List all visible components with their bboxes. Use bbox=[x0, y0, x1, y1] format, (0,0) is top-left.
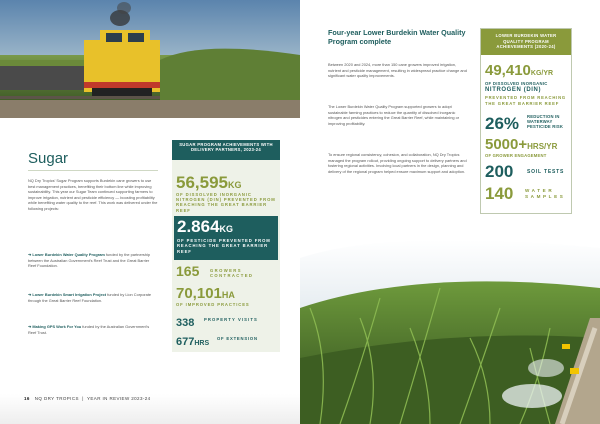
irrigation-photo bbox=[300, 218, 600, 424]
right-page bbox=[300, 0, 600, 424]
box-header: LOWER BURDEKIN WATER QUALITY PROGRAM ACHIEVEMENTS (2020-24) bbox=[481, 29, 571, 55]
stat-label: PROPERTY VISITS bbox=[204, 317, 258, 322]
irrigated-cane-field-illustration bbox=[300, 218, 600, 424]
stat-value: 165 bbox=[176, 263, 200, 279]
stat-value: 5000+HRS/YR bbox=[485, 136, 558, 153]
stat-label: PREVENTED FROM REACHING bbox=[485, 95, 566, 100]
sugar-intro: NQ Dry Tropics' Sugar Program supports Burdekin cane growers to use best management practices, benefiting their bottom line while improving sustainability. This year our Sugar Team continued supporting farmers to improve irrigation, nutrient and pesticide efficiency — boosting profitability while benefiting water quality to the reef. This work was delivered under the following projects: bbox=[28, 178, 158, 211]
article-paragraph: To ensure regional consistency, cohesion, and collaboration, NQ Dry Tropics managed the program rollout, providing ongoing support to delivery partners and fostering regional activities. Involving local partners in the design, planning and delivery of the regional program helped ensure maximum support and adoption. bbox=[328, 152, 467, 174]
stat-label: OF EXTENSION bbox=[217, 336, 258, 341]
stat-value: 26% bbox=[485, 114, 520, 133]
stat-value: 338 bbox=[176, 317, 195, 329]
card-header: SUGAR PROGRAM ACHIEVEMENTS WITH DELIVERY PARTNERS, 2023-24 bbox=[172, 140, 280, 160]
project-desc: funded by the partnership between the Australian Government's Reef Trust and the Great Barrier Reef Foundation. bbox=[28, 252, 151, 269]
project-name: Lower Burdekin Water Quality Program bbox=[32, 252, 105, 257]
stat-value: 2.864KG bbox=[177, 217, 234, 236]
article-paragraph: Between 2020 and 2024, more than 150 cane growers improved irrigation, nutrient and pesticide management, resulting in widespread practice change and significant water quality improvements. bbox=[328, 62, 467, 79]
stat-label: OF DISSOLVED INORGANIC bbox=[485, 81, 548, 86]
arrow-icon: ➔ bbox=[28, 292, 32, 297]
page-number: 16 bbox=[24, 396, 30, 401]
footer-report: YEAR IN REVIEW 2023-24 bbox=[87, 396, 151, 401]
section-title: Sugar bbox=[28, 150, 69, 167]
program-achievements-box bbox=[480, 28, 572, 214]
stat-value: 70,101HA bbox=[176, 285, 235, 302]
stat-value: 140 bbox=[485, 184, 514, 203]
project-desc: funded by Lion Corporate through the Great Barrier Reef Foundation. bbox=[28, 292, 152, 303]
project-name: Making GPS Work For You bbox=[32, 324, 82, 329]
project-name: Lower Burdekin Smart Irrigation Project bbox=[32, 292, 107, 297]
stat-label: NITROGEN (DIN) bbox=[485, 87, 542, 93]
page-footer bbox=[24, 396, 151, 401]
stat-label: WATER SAMPLES bbox=[525, 188, 566, 199]
cane-train-illustration bbox=[0, 0, 300, 118]
project-item bbox=[28, 252, 158, 269]
arrow-icon: ➔ bbox=[28, 324, 32, 329]
project-item bbox=[28, 292, 158, 303]
footer-separator: | bbox=[82, 396, 84, 401]
footer-org: NQ DRY TROPICS bbox=[34, 396, 79, 401]
stat-label: GROWERS CONTRACTED bbox=[210, 268, 254, 279]
stat-value: 56,595KG bbox=[176, 173, 242, 192]
stat-label: SOIL TESTS bbox=[527, 169, 565, 175]
article-title: Four-year Lower Burdekin Water Quality Program complete bbox=[328, 28, 466, 46]
stat-label: REDUCTION IN WATERWAY PESTICIDE RISK bbox=[527, 114, 564, 129]
achievements-card bbox=[172, 140, 280, 352]
stat-label: OF IMPROVED PRACTICES bbox=[176, 302, 250, 307]
stat-value: 677HRS bbox=[176, 336, 210, 348]
stat-label: OF GROWER ENGAGEMENT bbox=[485, 153, 547, 158]
stat-label: OF DISSOLVED INORGANIC NITROGEN (DIN) PREVENTED FROM REACHING THE GREAT BARRIER REEF bbox=[176, 192, 276, 213]
stat-label: THE GREAT BARRIER REEF bbox=[485, 101, 560, 106]
project-desc: funded by the Australian Government's Reef Trust. bbox=[28, 324, 150, 335]
stat-value: 200 bbox=[485, 162, 514, 181]
pesticide-stat-box bbox=[174, 216, 278, 260]
title-divider bbox=[28, 170, 158, 171]
stat-label: OF PESTICIDE PREVENTED FROM REACHING THE GREAT BARRIER REEF bbox=[177, 238, 271, 254]
article-paragraph: The Lower Burdekin Water Quality Program supported growers to adopt sustainable farming practices to reduce the quantity of dissolved inorganic nitrogen and pesticides entering the Great Barrier Reef, while maintaining or improving profitability. bbox=[328, 104, 460, 126]
train-photo bbox=[0, 0, 300, 118]
arrow-icon: ➔ bbox=[28, 252, 32, 257]
stat-value: 49,410KG/YR bbox=[485, 62, 554, 79]
project-item bbox=[28, 324, 158, 335]
